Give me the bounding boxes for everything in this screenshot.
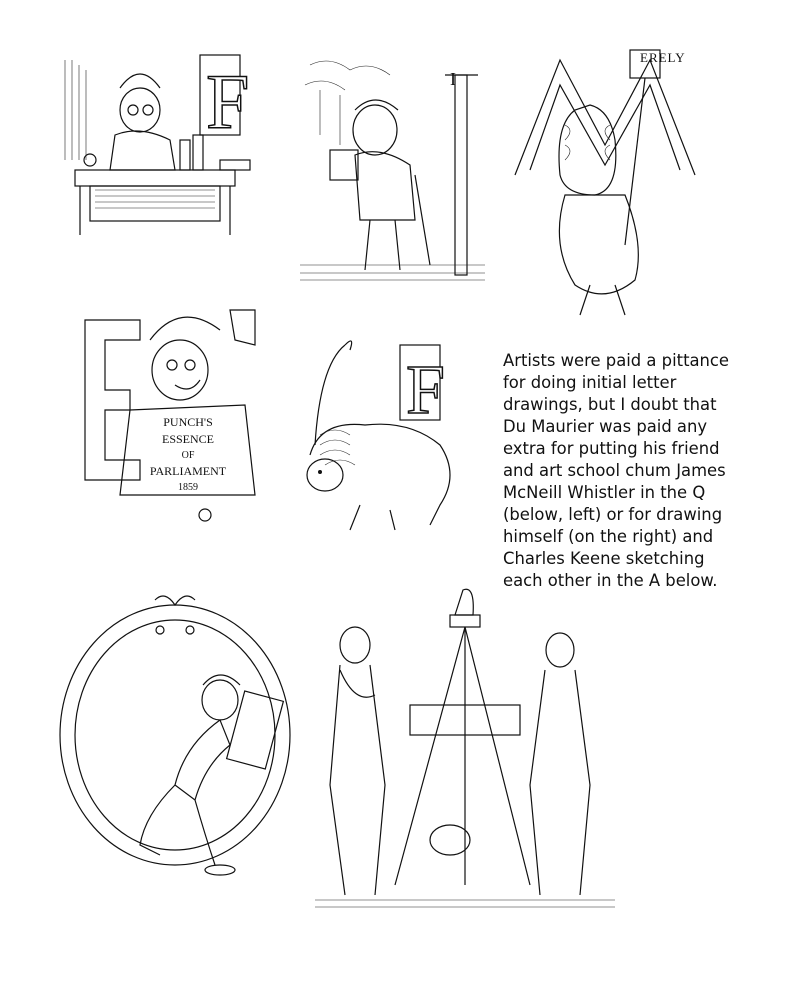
m-judge-caption: ERELY (640, 50, 686, 65)
e-punch-letter: E (80, 300, 81, 301)
m-judge-engraving (505, 45, 710, 320)
caption-line: extra for putting his friend (503, 439, 720, 458)
q-whistler-engraving (45, 585, 310, 895)
caption-line: McNeill Whistler in the Q (503, 483, 706, 502)
illustration-f-lion (290, 325, 470, 535)
e-punch-sign-line-1: PUNCH'S (163, 415, 213, 429)
m-judge-letter: M (627, 62, 628, 63)
a-artists-letter: A (315, 585, 316, 586)
a-artists-engraving (315, 585, 615, 915)
e-punch-sign-line-2: ESSENCE (161, 432, 215, 446)
caption-line: and art school chum James (503, 461, 726, 480)
illustration-m-judge (505, 45, 710, 320)
caption-line: Du Maurier was paid any (503, 417, 708, 436)
caption-line: (below, left) or for drawing (503, 505, 723, 524)
f-lion-letter: F (406, 352, 445, 429)
illustration-a-artists (315, 585, 615, 915)
f-reader-engraving (60, 40, 255, 240)
caption-line: each other in the A below. (503, 571, 718, 590)
e-punch-sign-line-5: 1859 (178, 482, 198, 493)
q-whistler-letter: Q (45, 585, 46, 586)
illustration-e-punch (80, 300, 280, 525)
f-reader-letter: F (206, 58, 250, 145)
i-drinker-engraving (300, 55, 485, 285)
illustration-i-drinker (300, 55, 485, 285)
e-punch-engraving (80, 300, 280, 525)
caption-text (503, 350, 795, 592)
e-punch-sign-line-3: OF (181, 450, 195, 461)
illustration-f-reader (60, 40, 255, 240)
caption-line: Charles Keene sketching (503, 549, 705, 568)
i-drinker-letter: I (450, 69, 456, 89)
f-lion-engraving (290, 325, 470, 535)
caption-line: for doing initial letter (503, 373, 677, 392)
caption-line: himself (on the right) and (503, 527, 714, 546)
caption-line: Artists were paid a pittance (503, 351, 730, 370)
illustration-q-whistler (45, 585, 310, 895)
caption-line: drawings, but I doubt that (503, 395, 717, 414)
e-punch-sign-line-4: PARLIAMENT (149, 464, 227, 478)
